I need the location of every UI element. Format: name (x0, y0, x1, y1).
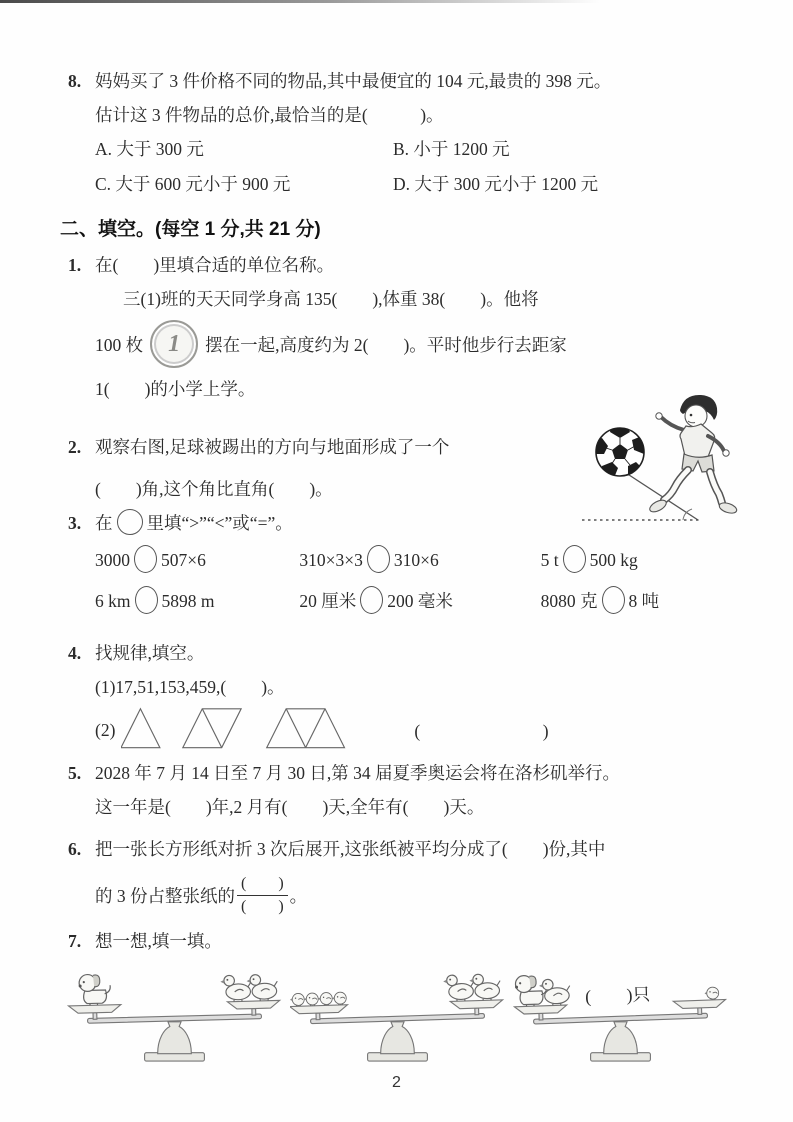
fill-circle (117, 509, 143, 535)
question-number: 4. (68, 643, 82, 663)
comparison-right: 8 吨 (628, 591, 660, 611)
chick-icon (704, 987, 719, 1000)
duck-icon (443, 974, 474, 1001)
number-pattern: (1)17,51,153,459,( )。 (95, 677, 285, 697)
fraction-blank (237, 873, 288, 918)
fraction-numerator: ( ) (237, 873, 288, 896)
comparison-circle (135, 586, 158, 614)
text-after-coin: 摆在一起,高度约为 2( )。平时他步行去距家 (205, 334, 567, 355)
question-number: 7. (68, 931, 82, 951)
chick-icon (317, 992, 332, 1005)
one-yuan-coin-icon: 1 (150, 320, 198, 368)
comparison-circle (360, 586, 383, 614)
question-text: 1( )的小学上学。 (95, 379, 256, 399)
section-title: 二、填空。(每空 1 分,共 21 分) (60, 219, 321, 240)
duck-icon (469, 974, 500, 1001)
comparison-left: 5 t (540, 550, 559, 570)
question-text: 在 (95, 513, 113, 533)
fraction-denominator: ( ) (241, 897, 284, 915)
comparison-left: 3000 (95, 550, 130, 570)
comparison-item (299, 581, 540, 622)
balance-scale-answer (513, 960, 728, 1065)
scan-edge-artifact (0, 0, 600, 3)
question-text: 在( )里填合适的单位名称。 (95, 255, 335, 275)
duck-icon (539, 979, 571, 1006)
triangle-pattern-illustration (121, 704, 386, 756)
duck-icon (246, 974, 277, 1001)
comparison-item (95, 540, 299, 581)
comparison-circle (367, 545, 390, 573)
question-number: 5. (68, 763, 82, 783)
comparison-circle (602, 586, 625, 614)
shape-pattern (95, 704, 745, 756)
question-1 (68, 248, 745, 406)
chick-icon (290, 993, 304, 1006)
option-b: B. 小于 1200 元 (393, 139, 510, 159)
comparison-row (95, 540, 745, 581)
question-text: 找规律,填空。 (95, 643, 205, 663)
question-5 (68, 756, 745, 824)
dog-icon (78, 974, 110, 1006)
question-number: 2. (68, 437, 82, 457)
comparison-circle (563, 545, 586, 573)
comparison-right: 507×6 (161, 550, 206, 570)
question-number: 3. (68, 513, 82, 533)
comparison-row (95, 581, 745, 622)
comparison-left: 6 km (95, 591, 131, 611)
comparison-left: 20 厘米 (299, 591, 357, 611)
question-text: 的 3 份占整张纸的 (95, 885, 235, 906)
fraction-sentence (95, 866, 745, 924)
question-text: 。 (289, 885, 308, 906)
soccer-ball-icon (592, 426, 648, 478)
comparison-right: 310×6 (393, 550, 439, 570)
comparison-item (299, 540, 540, 581)
question-text: 里填“>”“<”或“=”。 (146, 513, 293, 533)
question-text: ( )角,这个角比直角( )。 (95, 479, 333, 499)
question-text: 估计这 3 件物品的总价,最恰当的是( )。 (95, 105, 444, 125)
balance-scale-dog-ducks (67, 960, 282, 1065)
page-number: 2 (392, 1074, 401, 1091)
comparison-circle (134, 545, 157, 573)
question-8 (68, 64, 745, 202)
question-text: 这一年是( )年,2 月有( )天,全年有( )天。 (95, 797, 485, 817)
coin-sentence (95, 316, 745, 372)
balance-scale-chicks-ducks (290, 960, 505, 1065)
chick-icon (331, 992, 346, 1005)
option-a: A. 大于 300 元 (95, 139, 204, 159)
boy-figure (648, 395, 738, 515)
comparison-right: 200 毫米 (387, 591, 453, 611)
part-label: (2) (95, 719, 116, 740)
question-number: 6. (68, 839, 82, 859)
comparison-item (541, 540, 745, 581)
question-number: 8. (68, 71, 82, 91)
comparison-left: 310×3×3 (299, 550, 363, 570)
comparison-right: 5898 m (161, 591, 215, 611)
question-text: 三(1)班的天天同学身高 135( ),体重 38( )。他将 (123, 289, 539, 309)
text-before-coin: 100 枚 (95, 334, 144, 355)
options-row (95, 167, 745, 202)
comparison-left: 8080 克 (540, 591, 598, 611)
question-text: 想一想,填一填。 (95, 931, 222, 951)
question-text: 把一张长方形纸对折 3 次后展开,这张纸被平均分成了( )份,其中 (95, 839, 606, 859)
answer-blank: ( )只 (584, 984, 651, 1007)
question-text: 2028 年 7 月 14 日至 7 月 30 日,第 34 届夏季奥运会将在洛杉矶举行。 (95, 763, 620, 783)
options-row (95, 132, 745, 167)
question-7 (68, 924, 745, 1065)
question-number: 1. (68, 255, 82, 275)
question-text: 观察右图,足球被踢出的方向与地面形成了一个 (95, 437, 450, 457)
answer-blank: ( ) (414, 720, 549, 741)
comparison-right: 500 kg (589, 550, 638, 570)
balance-scales-row (67, 960, 745, 1065)
chick-icon (303, 993, 318, 1006)
comparison-item (95, 581, 299, 622)
option-c: C. 大于 600 元小于 900 元 (95, 174, 291, 194)
question-text: 妈妈买了 3 件价格不同的物品,其中最便宜的 104 元,最贵的 398 元。 (95, 71, 612, 91)
option-d: D. 大于 300 元小于 1200 元 (393, 174, 599, 194)
comparison-item (541, 581, 745, 622)
duck-icon (220, 975, 251, 1002)
question-3 (68, 506, 745, 622)
dog-icon (515, 975, 548, 1007)
question-6 (68, 832, 745, 924)
question-4 (68, 636, 745, 756)
